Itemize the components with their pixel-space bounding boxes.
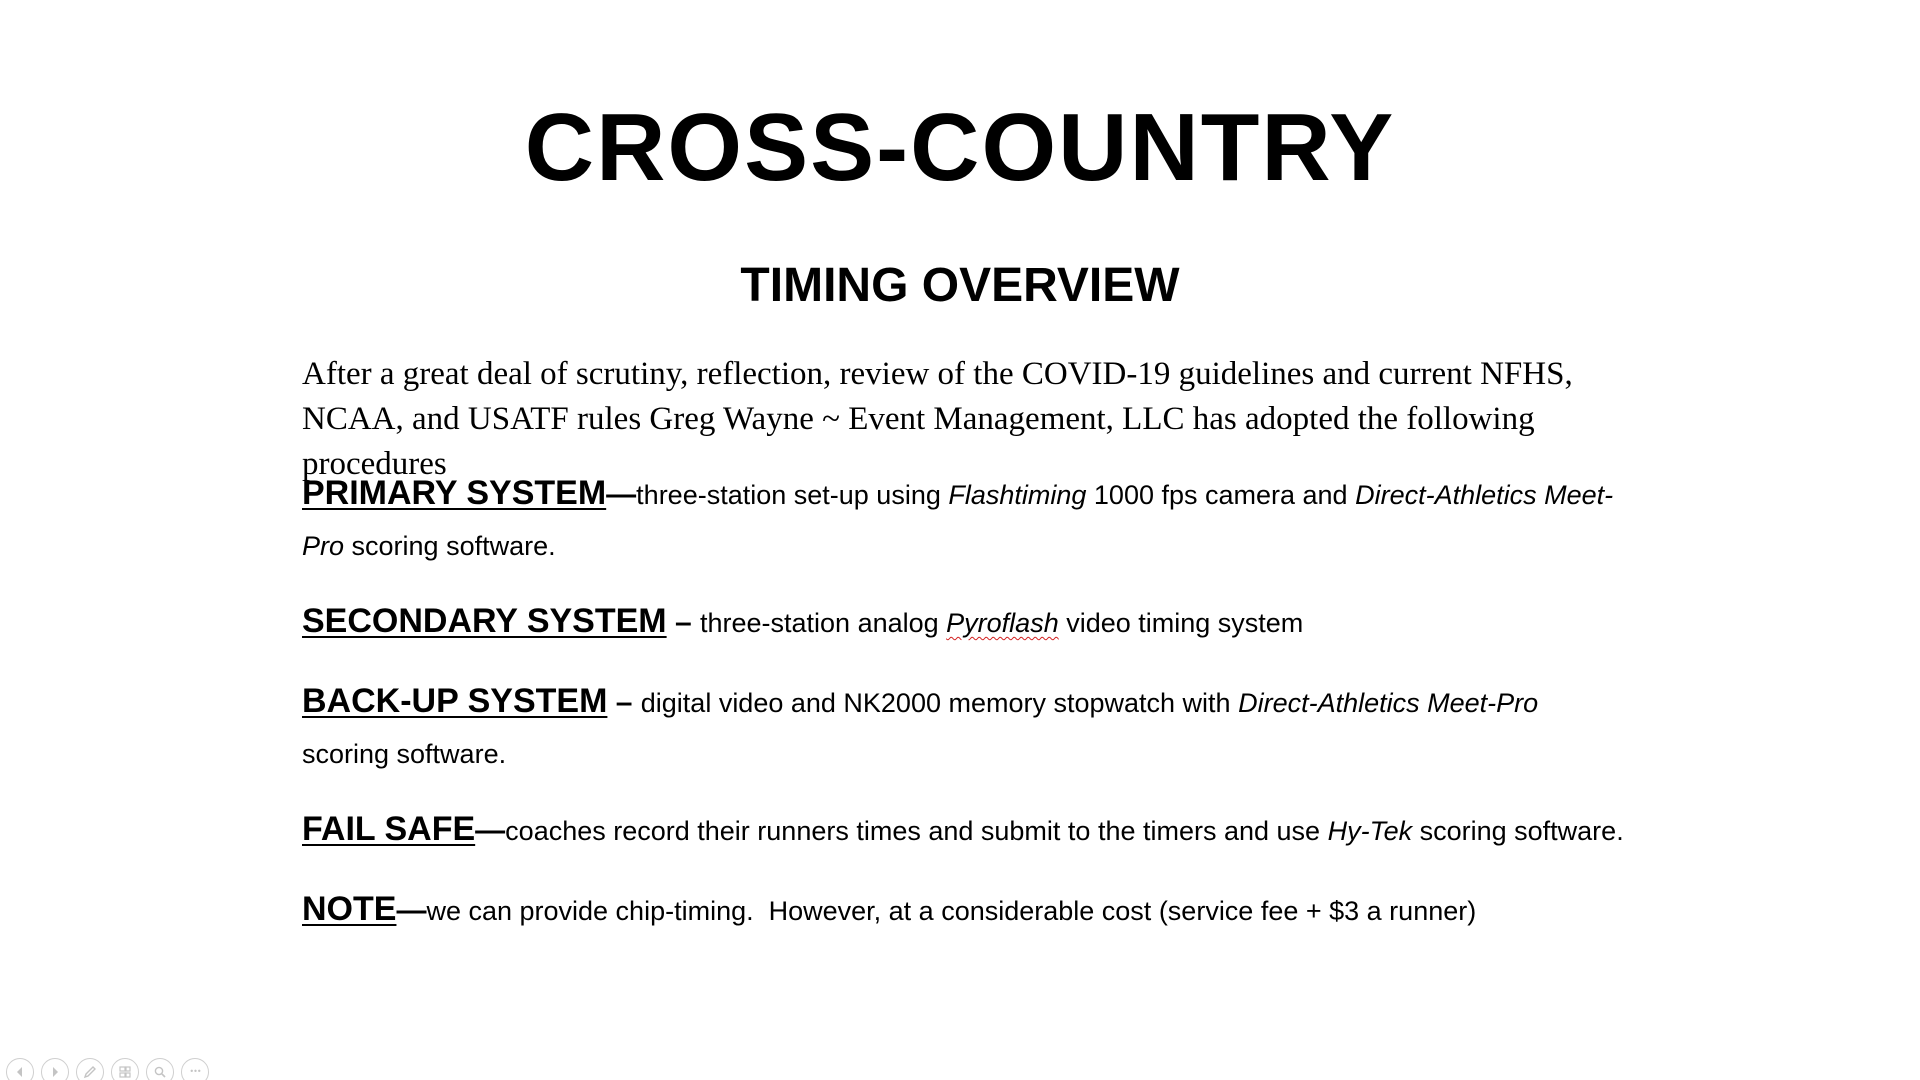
primary-system-item <box>302 468 1632 572</box>
slide-subtitle: TIMING OVERVIEW <box>740 259 1180 312</box>
fail-safe-item <box>302 804 1632 857</box>
secondary-system-text-2: video timing system <box>1058 608 1304 638</box>
intro-paragraph: After a great deal of scrutiny, reflection, review of the COVID-19 guidelines and current NFHS, NCAA, and USATF rules Greg Wayne ~ Event Management, LLC has adopted the following procedures <box>302 356 1573 482</box>
backup-system-label: BACK-UP SYSTEM <box>302 682 608 720</box>
primary-system-text: three-station set-up using <box>636 480 949 510</box>
primary-system-text-3: scoring software. <box>344 531 556 561</box>
primary-system-label: PRIMARY SYSTEM <box>302 474 607 512</box>
backup-system-item <box>302 676 1632 780</box>
primary-system-software-name: Direct-Athletics Meet-Pro <box>302 480 1614 561</box>
more-icon-dots: ••• <box>189 1067 201 1076</box>
note-dash: — <box>396 894 427 927</box>
note-item <box>302 884 1632 937</box>
fail-safe-dash: — <box>475 814 506 847</box>
fail-safe-text: coaches record their runners times and submit to the timers and use <box>505 816 1328 846</box>
zoom-icon[interactable] <box>146 1058 174 1080</box>
secondary-system-dash: – <box>666 606 700 639</box>
note-label: NOTE <box>302 890 397 928</box>
backup-system-text-2: scoring software. <box>302 739 507 769</box>
fail-safe-text-2: scoring software. <box>1412 816 1624 846</box>
backup-system-dash: – <box>607 686 641 719</box>
primary-system-dash: — <box>606 478 637 511</box>
secondary-system-label: SECONDARY SYSTEM <box>302 602 667 640</box>
next-icon[interactable] <box>41 1058 69 1080</box>
note-text: we can provide chip-timing. However, at a considerable cost (service fee + $3 a runner) <box>426 896 1477 926</box>
primary-system-camera-name: Flashtiming <box>948 480 1087 510</box>
pen-icon[interactable] <box>76 1058 104 1080</box>
more-icon[interactable] <box>181 1058 209 1080</box>
slides-icon[interactable] <box>111 1058 139 1080</box>
slide-title: CROSS-COUNTRY <box>524 94 1396 201</box>
backup-system-text: digital video and NK2000 memory stopwatch with <box>640 688 1239 718</box>
secondary-system-product-name: Pyroflash <box>946 608 1059 638</box>
secondary-system-item <box>302 596 1632 649</box>
fail-safe-software-name: Hy-Tek <box>1327 816 1413 846</box>
fail-safe-label: FAIL SAFE <box>302 810 476 848</box>
secondary-system-text: three-station analog <box>699 608 947 638</box>
backup-system-software-name: Direct-Athletics Meet-Pro <box>1238 688 1539 718</box>
primary-system-text-2: 1000 fps camera and <box>1086 480 1356 510</box>
slideshow-nav-bar <box>6 1058 209 1080</box>
previous-icon[interactable] <box>6 1058 34 1080</box>
